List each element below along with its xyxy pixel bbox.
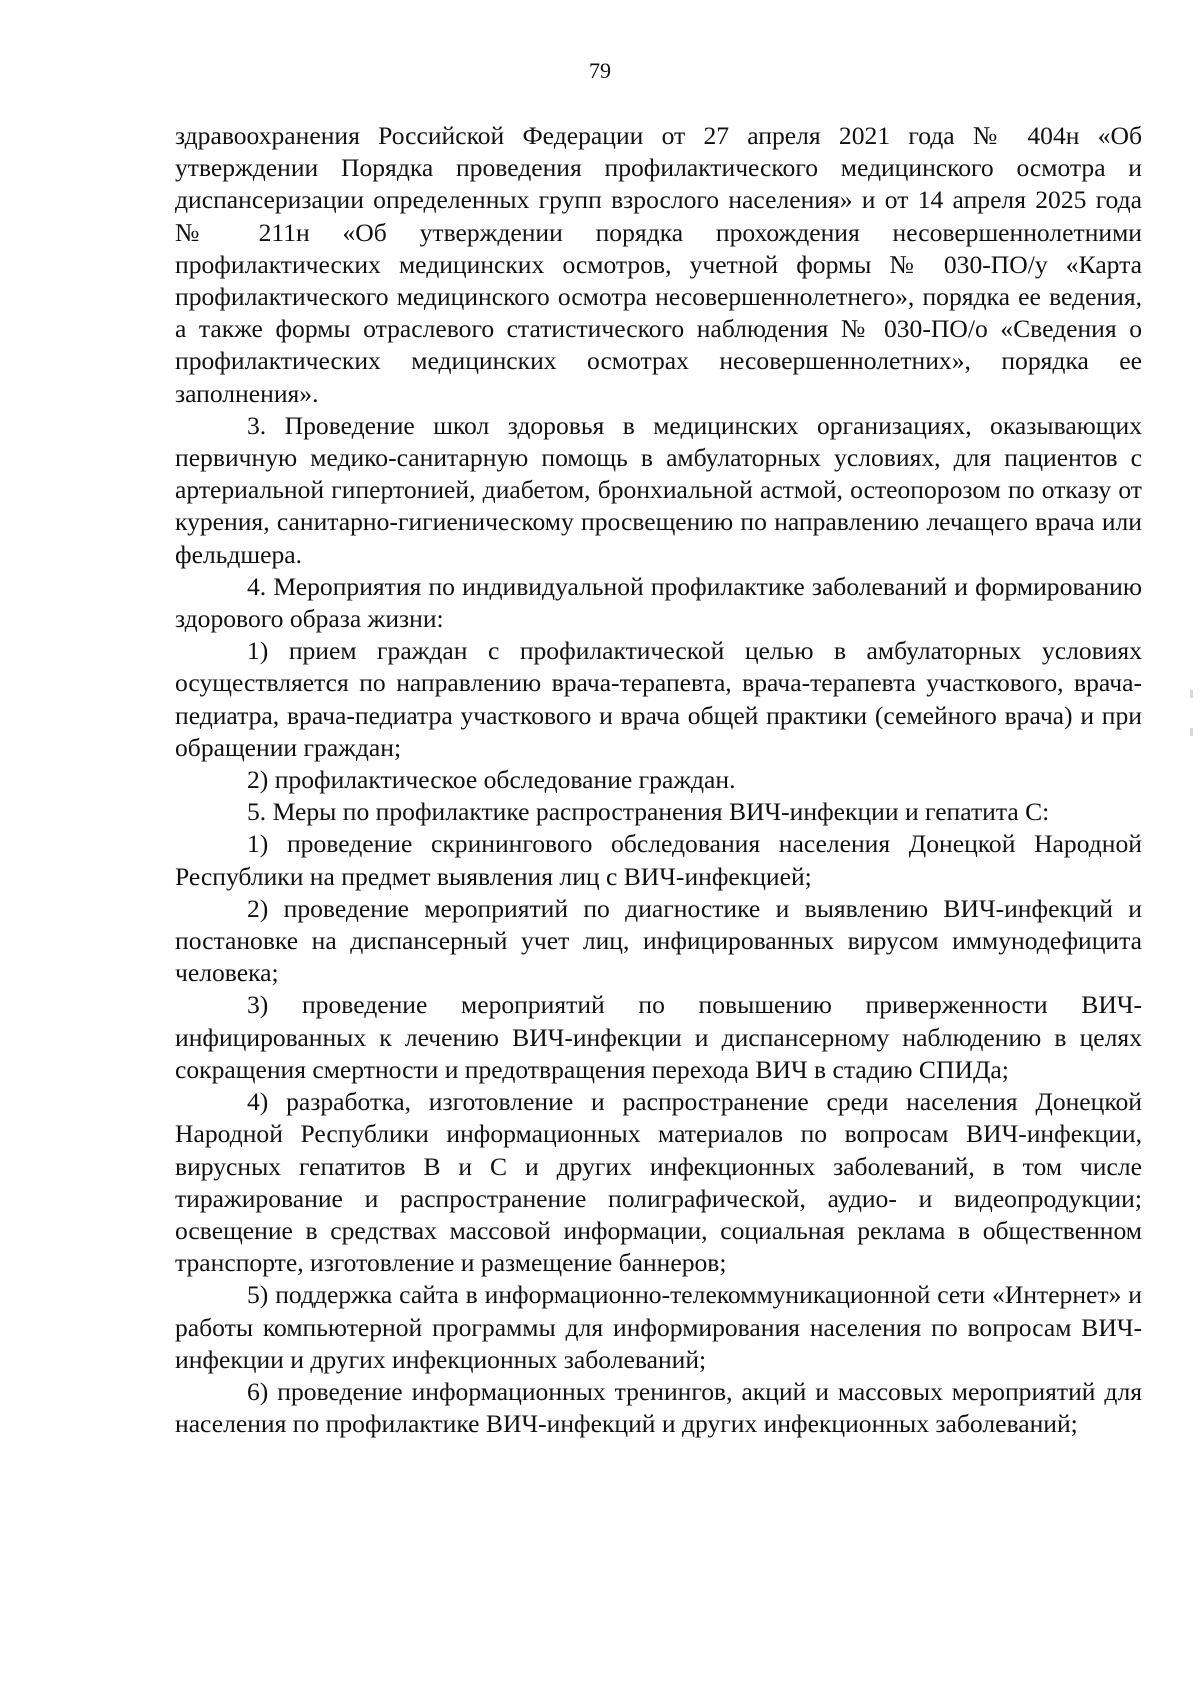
subparagraph-5-2: 2) проведение мероприятий по диагностике и выявлению ВИЧ-инфекций и постановке на диспансерный учет лиц, инфицированных вирусом иммунодефицита человека; [175,893,1142,988]
subparagraph-5-4: 4) разработка, изготовление и распространение среди населения Донецкой Народной Республики информационных материалов по вопросам ВИЧ-инфекции, вирусных гепатитов В и С и других инфекционных заболеваний, в том числе тиражирование и распространение полиграфической, аудио- и видеопродукции; освещение в средствах массовой информации, социальная реклама в общественном транспорте, изготовление и размещение баннеров; [175,1087,1142,1278]
subparagraph-4-2: 2) профилактическое обследование граждан. [247,765,736,795]
document-body [175,120,1142,1440]
paragraph-continuation: здравоохранения Российской Федерации от 27 апреля 2021 года № 404н «Об утверждении Порядка проведения профилактического медицинского осмотра и диспансеризации определенных групп взрослого населения» и от 14 апреля 2025 года № 211н «Об утверждении порядка прохождения несовершеннолетними профилактических медицинских осмотров, учетной формы № 030-ПО/у «Карта профилактического медицинского осмотра несовершеннолетнего», порядка ее ведения, а также формы отраслевого статистического наблюдения № 030-ПО/о «Сведения о профилактических медицинских осмотрах несовершеннолетних», порядка ее заполнения». [175,121,1142,408]
scan-margin-mark [1190,728,1193,736]
subparagraph-5-6: 6) проведение информационных тренингов, акций и массовых мероприятий для населения по профилактике ВИЧ-инфекций и других инфекционных заболеваний; [175,1376,1142,1439]
subparagraph-4-1: 1) прием граждан с профилактической целью в амбулаторных условиях осуществляется по направлению врача-терапевта, врача-терапевта участкового, врача-педиатра, врача-педиатра участкового и врача общей практики (семейного врача) и при обращении граждан; [175,636,1142,762]
subparagraph-5-5: 5) поддержка сайта в информационно-телекоммуникационной сети «Интернет» и работы компьютерной программы для информирования населения по вопросам ВИЧ-инфекции и других инфекционных заболеваний; [175,1280,1142,1374]
subparagraph-5-3: 3) проведение мероприятий по повышению приверженности ВИЧ-инфицированных к лечению ВИЧ-инфекции и диспансерному наблюдению в целях сокращения смертности и предотвращения перехода ВИЧ в стадию СПИДа; [175,990,1142,1084]
paragraph-item-5: 5. Меры по профилактике распространения ВИЧ-инфекции и гепатита С: [247,797,1050,827]
page-number: 79 [589,58,611,83]
scan-margin-mark [1190,690,1193,698]
subparagraph-5-1: 1) проведение скринингового обследования населения Донецкой Народной Республики на предмет выявления лиц с ВИЧ-инфекцией; [175,829,1142,891]
paragraph-item-3: 3. Проведение школ здоровья в медицинских организациях, оказывающих первичную медико-санитарную помощь в амбулаторных условиях, для пациентов с артериальной гипертонией, диабетом, бронхиальной астмой, остеопорозом по отказу от курения, санитарно-гигиеническому просвещению по направлению лечащего врача или фельдшера. [175,410,1142,569]
paragraph-item-4: 4. Мероприятия по индивидуальной профилактике заболеваний и формированию здорового образа жизни: [175,571,1142,634]
